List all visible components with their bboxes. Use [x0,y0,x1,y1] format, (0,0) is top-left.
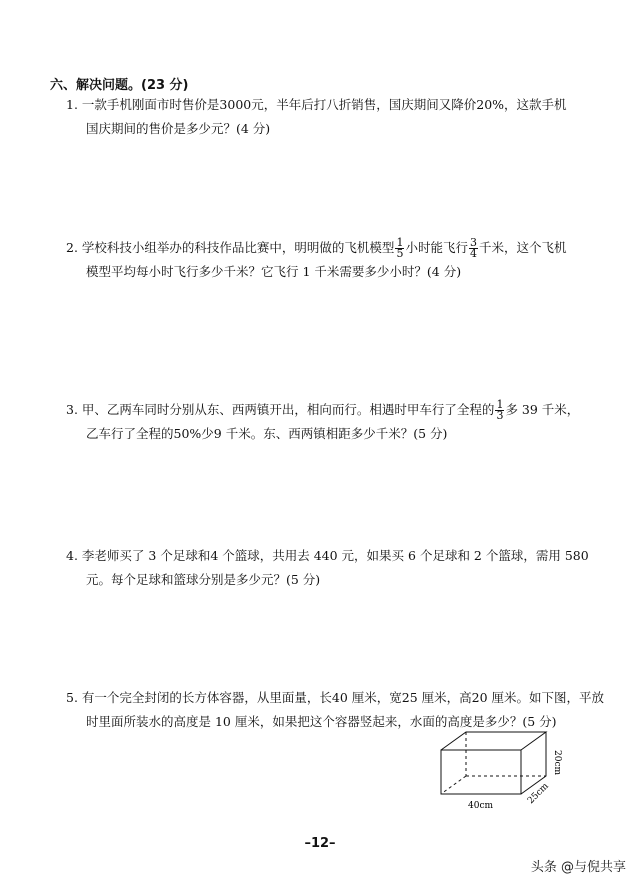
question-3-line2: 乙车行了全程的50%少9 千米。东、西两镇相距多少千米？(5 分) [86,426,448,441]
question-5-line2: 时里面所装水的高度是 10 厘米，如果把这个容器竖起来，水面的高度是多少？(5 分) [86,714,557,729]
cuboid-hidden-edges [441,732,546,794]
question-text: 学校科技小组举办的科技作品比赛中，明明做的飞机模型 [81,240,395,255]
length-label: 40cm [468,801,494,811]
fraction [469,238,478,259]
question-5-line1 [66,686,605,710]
fraction [395,238,404,259]
cuboid-front-face [441,750,521,794]
question-text: 千米，这个飞机 [478,240,567,255]
question-1-line1 [66,93,566,117]
question-4 [66,544,589,592]
fraction-numerator: 1 [396,236,404,249]
question-number: 3. [66,402,78,417]
fraction-numerator: 1 [496,398,504,411]
question-number: 4. [66,548,78,563]
question-number: 1. [66,97,78,112]
question-text: 李老师买了 3 个足球和4 个篮球，共用去 440 元，如果买 6 个足球和 2 个篮球，需用 580 [81,548,589,563]
question-text: 多 39 千米， [505,402,580,417]
question-text: 有一个完全封闭的长方体容器，从里面量，长40 厘米，宽25 厘米，高20 厘米。如下图，平放 [81,690,605,705]
question-number: 5. [66,690,78,705]
fraction-denominator: 3 [496,409,504,422]
question-text: 一款手机刚面市时售价是3000元，半年后打八折销售，国庆期间又降价20%，这款手机 [81,97,567,112]
fraction-denominator: 5 [396,247,404,260]
cuboid-top-face [441,732,546,750]
watermark: 头条 @与倪共享 [530,860,626,875]
fraction-numerator: 3 [469,236,477,249]
fraction-denominator: 4 [469,247,477,260]
question-3-line1 [66,398,580,422]
cuboid-diagram [436,728,566,818]
question-text: 小时能飞行 [405,240,468,255]
question-4-line2: 元。每个足球和篮球分别是多少元？(5 分) [86,572,321,587]
question-3 [66,398,580,446]
question-1-line2: 国庆期间的售价是多少元？(4 分) [86,121,271,136]
question-1 [66,93,566,141]
page-number: –12– [304,836,336,851]
question-4-line1 [66,544,589,568]
height-label: 20cm [552,750,562,776]
fraction [495,400,504,421]
width-label: 25cm [526,781,551,807]
question-2-line1 [66,236,566,260]
section-title: 六、解决问题。(23 分) [50,78,189,93]
question-5 [66,686,605,734]
question-2-line2: 模型平均每小时飞行多少千米？它飞行 1 千米需要多少小时？(4 分) [86,264,462,279]
question-2 [66,236,566,284]
question-number: 2. [66,240,78,255]
question-text: 甲、乙两车同时分别从东、西两镇开出，相向而行。相遇时甲车行了全程的 [81,402,495,417]
